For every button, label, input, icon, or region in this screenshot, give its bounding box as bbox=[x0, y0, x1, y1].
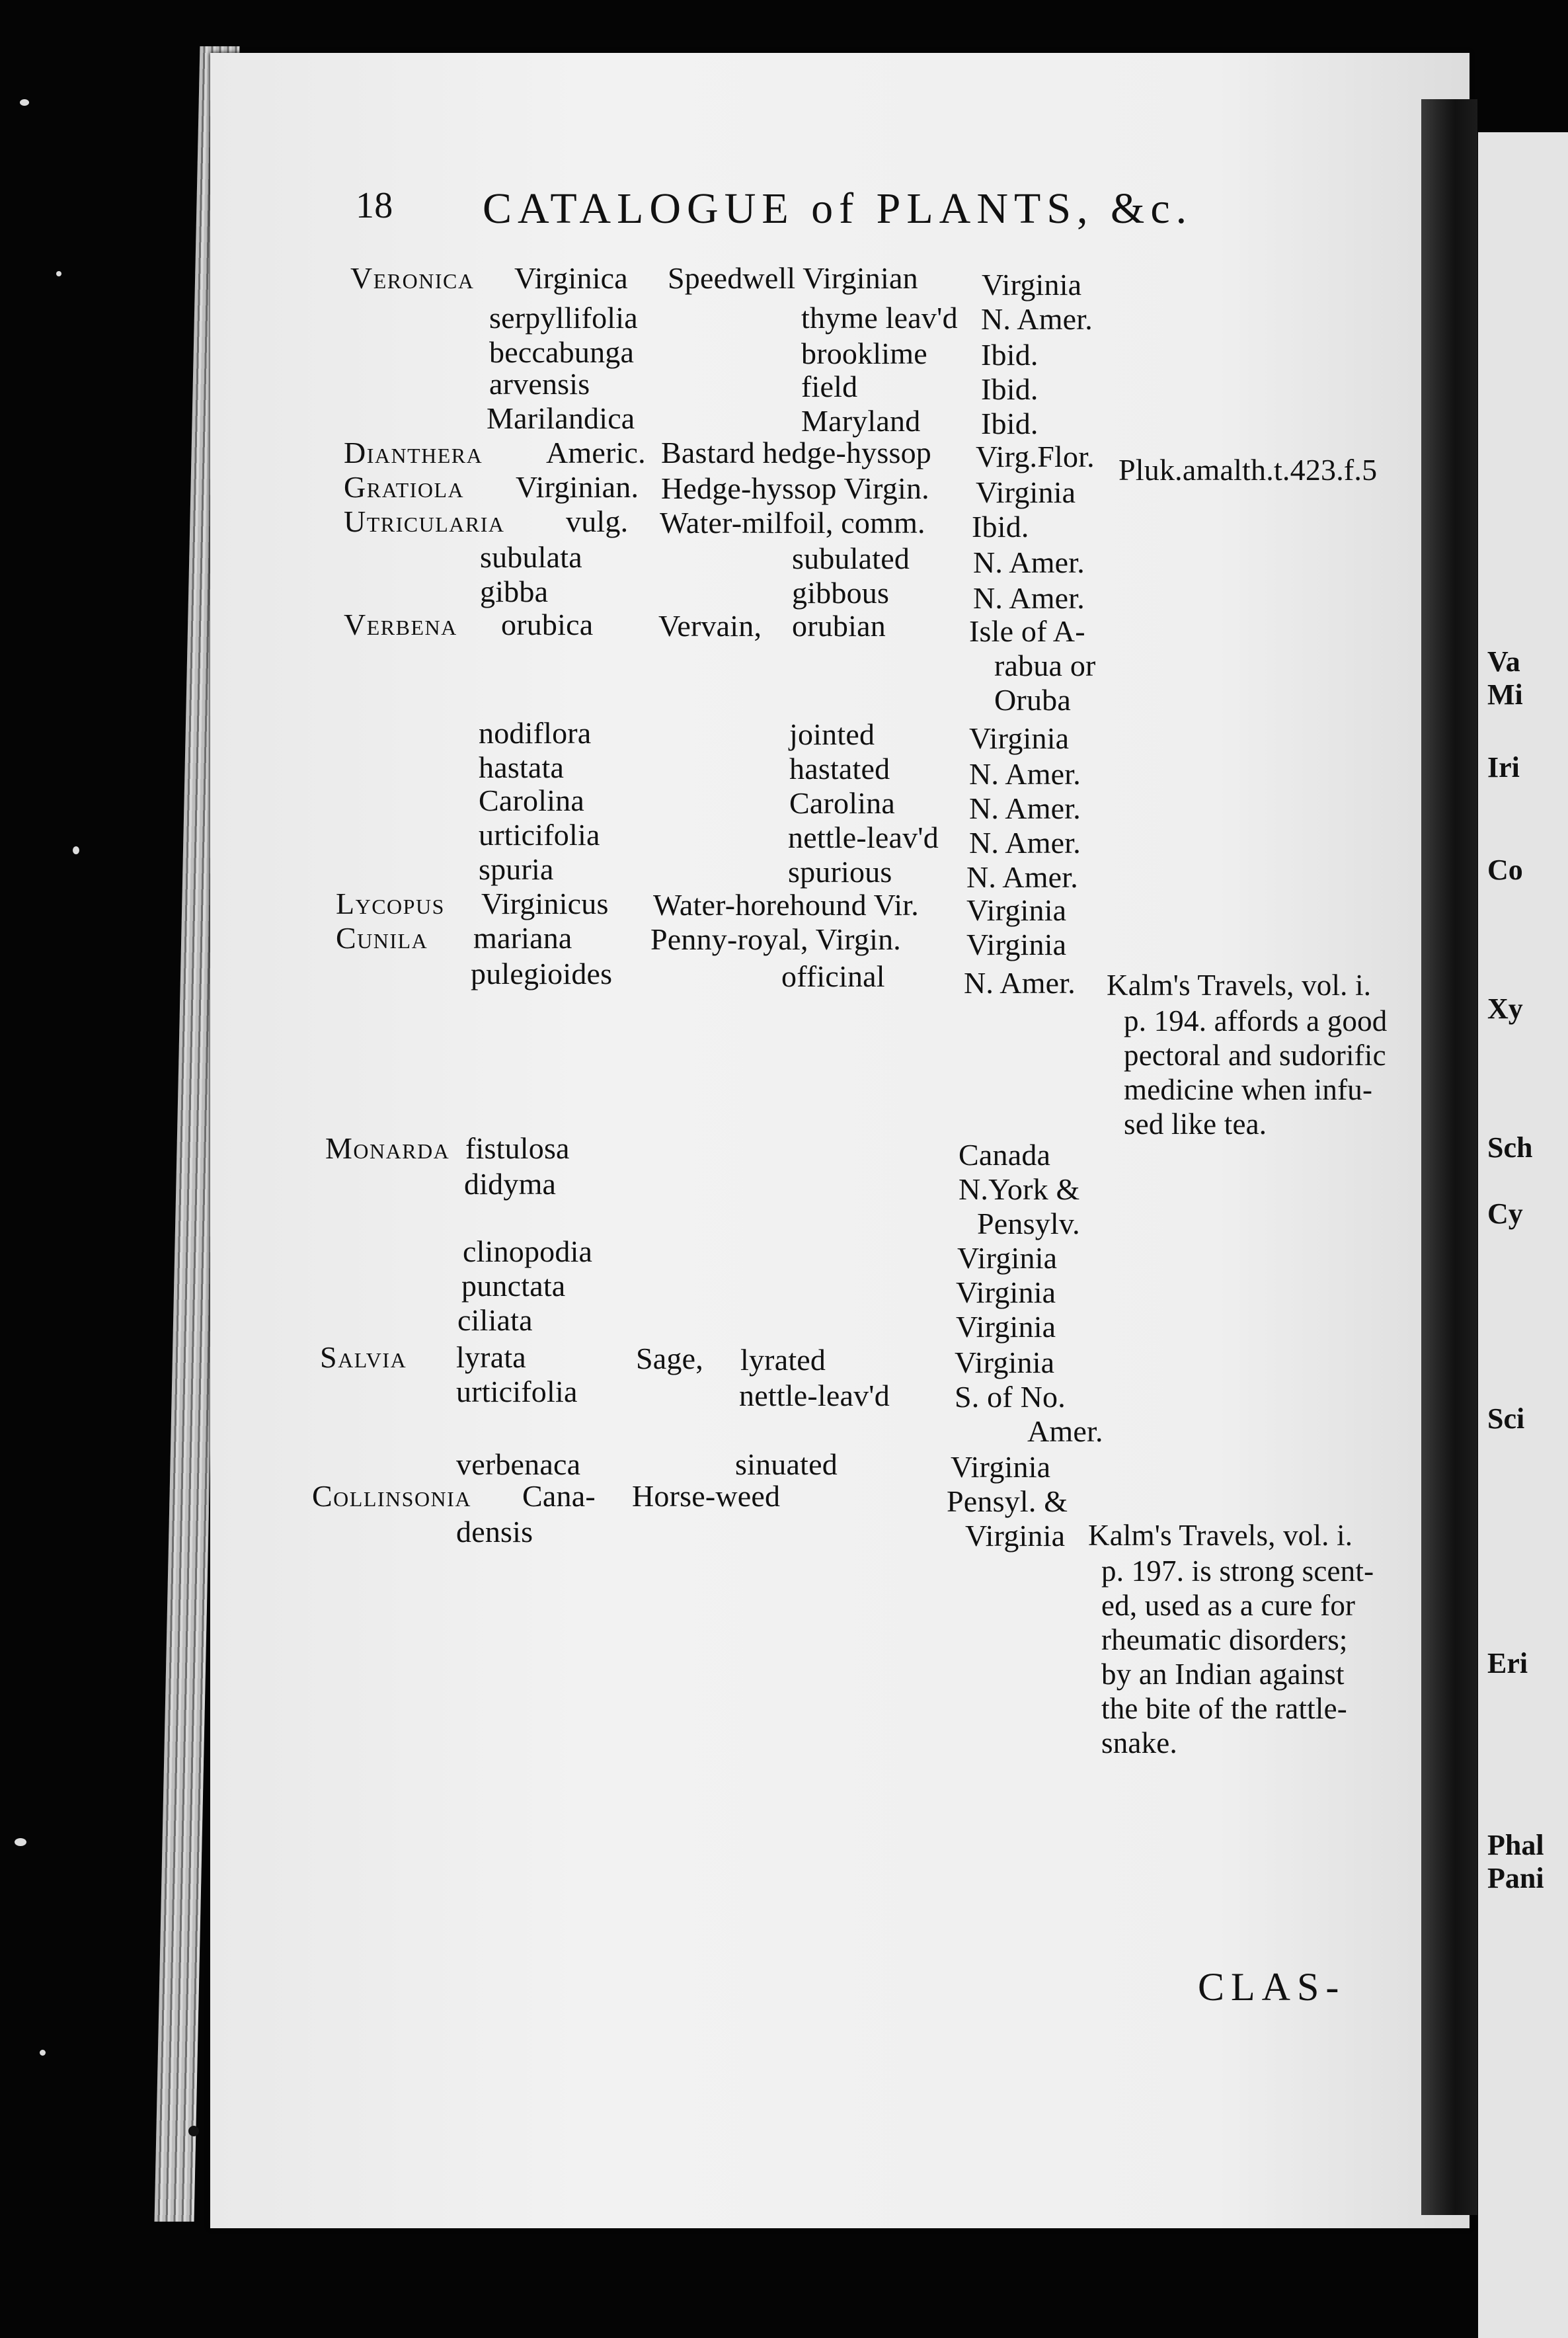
scan-speck bbox=[40, 2050, 46, 2056]
genus-name: Cunila bbox=[336, 921, 428, 955]
locality: N.York & bbox=[959, 1172, 1080, 1206]
species-name: Americ. bbox=[546, 436, 646, 469]
species-name: serpyllifolia bbox=[489, 301, 638, 335]
facing-page-fragment: Sch bbox=[1487, 1131, 1533, 1164]
facing-page-fragment: Mi bbox=[1487, 678, 1523, 711]
english-name: lyrated bbox=[740, 1343, 826, 1377]
scan-speck bbox=[73, 846, 79, 854]
note-line: p. 197. is strong scent- bbox=[1101, 1554, 1374, 1588]
species-name: hastata bbox=[479, 750, 565, 784]
locality: N. Amer. bbox=[969, 791, 1081, 825]
english-name: spurious bbox=[788, 855, 892, 889]
scan-speck bbox=[20, 99, 29, 106]
locality: Virginia bbox=[969, 721, 1070, 755]
locality: Pensyl. & bbox=[947, 1484, 1068, 1518]
catchword: CLAS- bbox=[1198, 1965, 1346, 2009]
genus-name: Dianthera bbox=[344, 436, 483, 469]
facing-page-fragment: Pani bbox=[1487, 1862, 1544, 1894]
species-name: didyma bbox=[464, 1167, 557, 1201]
locality: N. Amer. bbox=[969, 826, 1081, 860]
note-line: snake. bbox=[1101, 1726, 1177, 1759]
locality: Oruba bbox=[994, 683, 1071, 717]
note-line: p. 194. affords a good bbox=[1124, 1004, 1388, 1037]
species-name: fistulosa bbox=[465, 1131, 570, 1165]
facing-page-fragment: Cy bbox=[1487, 1197, 1523, 1230]
locality: Virginia bbox=[955, 1346, 1055, 1379]
locality: Virginia bbox=[951, 1450, 1051, 1484]
facing-page-fragment: Eri bbox=[1487, 1647, 1528, 1679]
genus-name: Veronica bbox=[350, 261, 475, 295]
english-name: Penny-royal, Virgin. bbox=[650, 922, 902, 956]
english-name: Sage, bbox=[636, 1342, 703, 1375]
locality: Amer. bbox=[1027, 1414, 1103, 1448]
species-name: ciliata bbox=[457, 1303, 533, 1337]
locality: Canada bbox=[959, 1138, 1051, 1172]
locality: Virginia bbox=[956, 1275, 1056, 1309]
note-line: Kalm's Travels, vol. i. bbox=[1088, 1519, 1353, 1552]
english-name: orubian bbox=[792, 609, 886, 643]
species-name: beccabunga bbox=[489, 335, 635, 369]
species-name: subulata bbox=[480, 540, 582, 574]
species-name: verbenaca bbox=[456, 1447, 581, 1481]
facing-page-fragment: Sci bbox=[1487, 1402, 1525, 1435]
facing-page-fragment: Xy bbox=[1487, 992, 1523, 1025]
note-line: sed like tea. bbox=[1124, 1108, 1267, 1141]
locality: Pensylv. bbox=[977, 1207, 1080, 1240]
locality: N. Amer. bbox=[973, 581, 1085, 615]
locality: Virginia bbox=[966, 928, 1067, 961]
locality: N. Amer. bbox=[966, 860, 1078, 894]
species-name: Virginian. bbox=[516, 470, 639, 504]
english-name: hastated bbox=[789, 752, 890, 786]
locality: Virginia bbox=[956, 1310, 1056, 1344]
genus-name: Utricularia bbox=[344, 504, 505, 538]
species-name: Carolina bbox=[479, 784, 584, 817]
locality: N. Amer. bbox=[964, 966, 1076, 1000]
note-line: by an Indian against bbox=[1101, 1658, 1345, 1691]
species-name: spuria bbox=[479, 852, 554, 886]
note-line: ed, used as a cure for bbox=[1101, 1589, 1356, 1622]
english-name: subulated bbox=[792, 542, 910, 575]
species-name: urticifolia bbox=[456, 1375, 578, 1408]
species-name: pulegioides bbox=[471, 957, 613, 990]
locality: Virginia bbox=[965, 1519, 1066, 1552]
species-name: urticifolia bbox=[479, 818, 600, 852]
locality: N. Amer. bbox=[969, 757, 1081, 791]
facing-page-fragment: Va bbox=[1487, 645, 1520, 678]
english-name: Carolina bbox=[789, 786, 895, 820]
locality: Virginia bbox=[957, 1241, 1058, 1275]
ink-spot bbox=[188, 2126, 199, 2136]
note-line: Kalm's Travels, vol. i. bbox=[1107, 969, 1372, 1002]
species-name: Virginica bbox=[514, 261, 628, 295]
authority-note: Pluk.amalth.t.423.f.5 bbox=[1118, 453, 1378, 487]
scan-speck bbox=[15, 1838, 26, 1846]
locality: Virg.Flor. bbox=[976, 440, 1095, 473]
locality: Virginia bbox=[976, 475, 1076, 509]
locality: Isle of A- bbox=[969, 614, 1085, 648]
english-name: thyme leav'd bbox=[801, 301, 958, 335]
genus-name: Salvia bbox=[320, 1340, 407, 1374]
genus-name: Gratiola bbox=[344, 470, 465, 504]
locality: Ibid. bbox=[981, 372, 1039, 406]
book-gutter-shadow bbox=[1421, 99, 1477, 2215]
english-name: gibbous bbox=[792, 576, 890, 610]
species-name: Cana- bbox=[522, 1479, 596, 1513]
species-name: Marilandica bbox=[487, 401, 635, 435]
locality: Ibid. bbox=[981, 338, 1039, 372]
english-name: field bbox=[801, 370, 858, 403]
note-line: pectoral and sudorific bbox=[1124, 1039, 1386, 1072]
species-name: punctata bbox=[461, 1269, 566, 1303]
species-name: lyrata bbox=[456, 1340, 526, 1374]
english-name: Water-horehound Vir. bbox=[653, 888, 919, 922]
note-line: rheumatic disorders; bbox=[1101, 1623, 1348, 1656]
note-line: the bite of the rattle- bbox=[1101, 1692, 1347, 1725]
species-name: arvensis bbox=[489, 367, 590, 401]
species-name: mariana bbox=[473, 921, 572, 955]
english-name: Hedge-hyssop Virgin. bbox=[661, 471, 929, 505]
english-name: sinuated bbox=[735, 1447, 838, 1481]
locality: N. Amer. bbox=[981, 302, 1093, 336]
genus-name: Lycopus bbox=[336, 887, 445, 920]
locality: rabua or bbox=[994, 649, 1096, 682]
english-name: jointed bbox=[789, 717, 875, 751]
species-name: densis bbox=[456, 1515, 533, 1549]
english-name: Water-milfoil, comm. bbox=[660, 506, 925, 540]
english-name: Vervain, bbox=[658, 609, 762, 643]
english-name: officinal bbox=[781, 959, 885, 993]
english-name: Maryland bbox=[801, 404, 921, 438]
species-name: clinopodia bbox=[463, 1234, 593, 1268]
page-number: 18 bbox=[356, 185, 393, 226]
english-name: Horse-weed bbox=[632, 1479, 781, 1513]
facing-page-fragment: Co bbox=[1487, 854, 1523, 886]
english-name: brooklime bbox=[801, 337, 927, 370]
facing-page-edge bbox=[1478, 132, 1568, 2338]
species-name: Virginicus bbox=[481, 887, 609, 920]
species-name: nodiflora bbox=[479, 716, 592, 750]
locality: Virginia bbox=[982, 268, 1082, 302]
species-name: vulg. bbox=[566, 504, 629, 538]
facing-page-fragment: Iri bbox=[1487, 751, 1520, 784]
facing-page-fragment: Phal bbox=[1487, 1829, 1544, 1861]
locality: N. Amer. bbox=[973, 545, 1085, 579]
english-name: nettle-leav'd bbox=[739, 1379, 890, 1412]
species-name: gibba bbox=[480, 575, 549, 608]
locality: Ibid. bbox=[981, 407, 1039, 440]
scan-speck bbox=[56, 271, 61, 276]
english-name: Bastard hedge-hyssop bbox=[661, 436, 931, 469]
locality: S. of No. bbox=[955, 1380, 1066, 1414]
genus-name: Collinsonia bbox=[312, 1479, 471, 1513]
locality: Ibid. bbox=[972, 510, 1029, 544]
genus-name: Verbena bbox=[344, 608, 457, 641]
english-name: Speedwell Virginian bbox=[668, 261, 918, 295]
note-line: medicine when infu- bbox=[1124, 1073, 1373, 1106]
english-name: nettle-leav'd bbox=[788, 821, 939, 854]
running-title: CATALOGUE of PLANTS, &c. bbox=[483, 184, 1193, 233]
genus-name: Monarda bbox=[325, 1131, 450, 1165]
locality: Virginia bbox=[966, 893, 1067, 927]
species-name: orubica bbox=[501, 608, 594, 641]
